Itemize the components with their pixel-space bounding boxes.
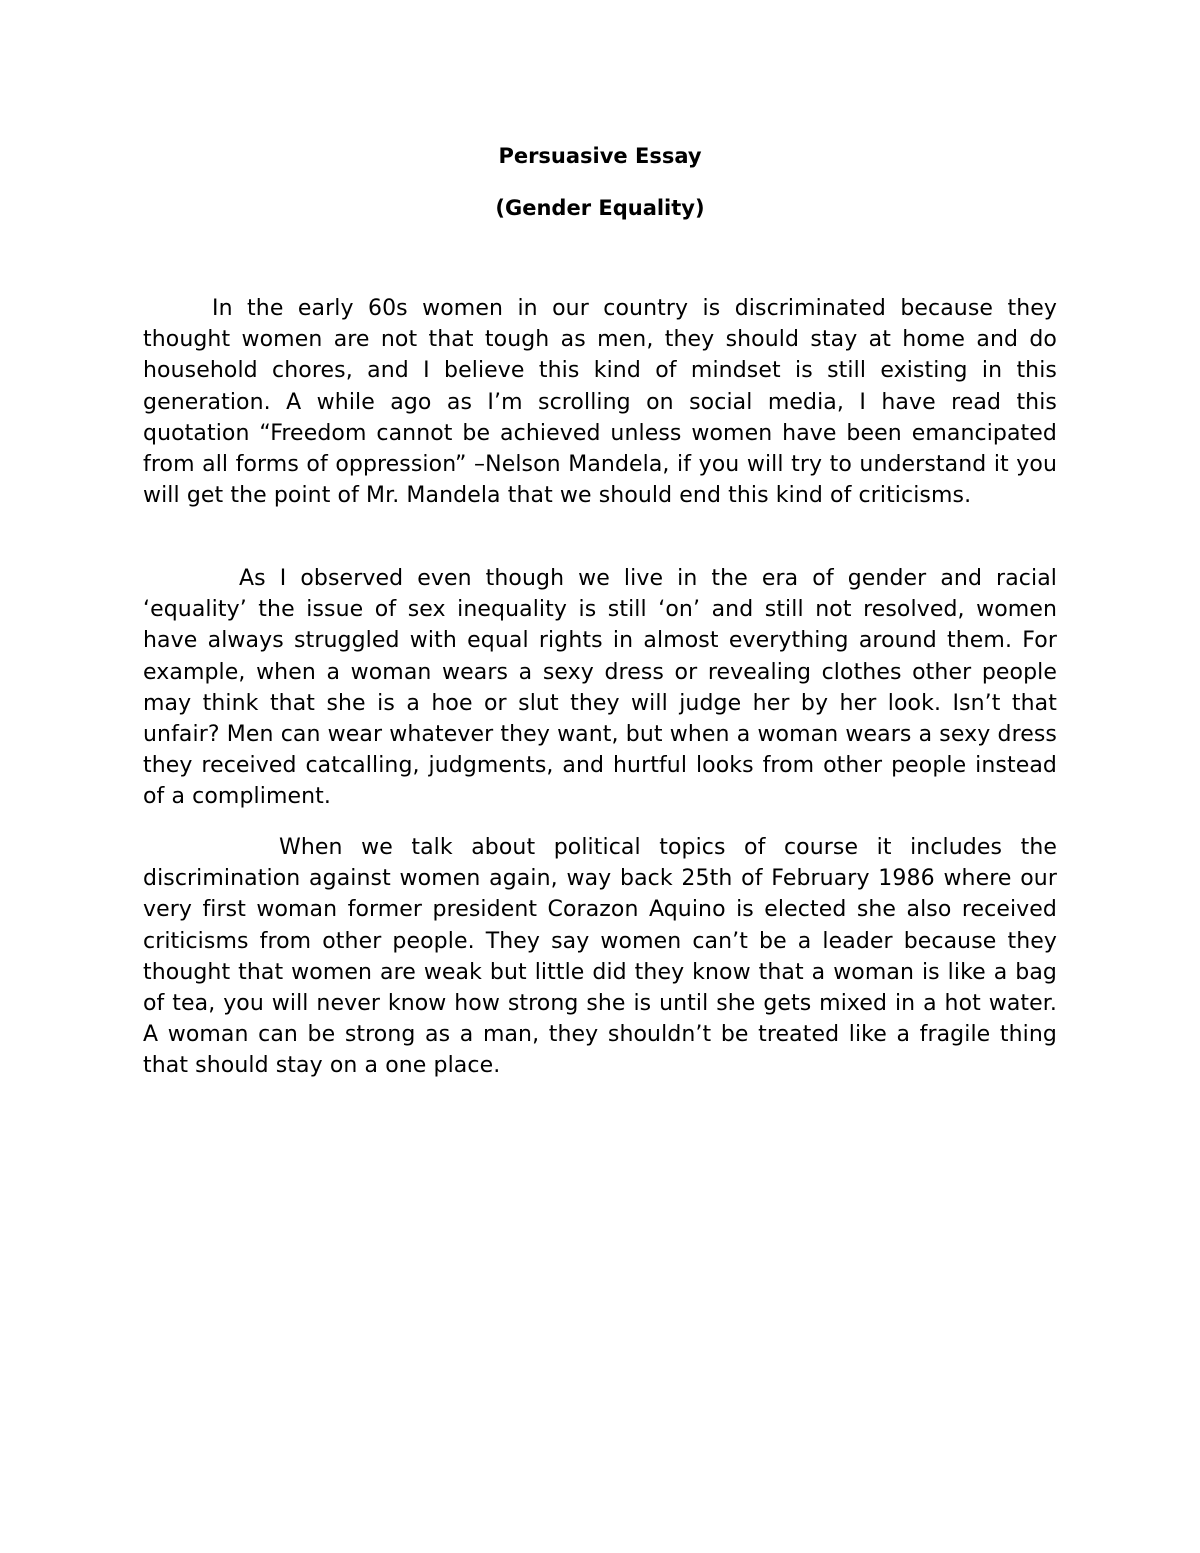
essay-paragraph-3: When we talk about political topics of course it includes the discrimination against women again, way back 25th of February 1986 where our very first woman former president Corazon Aquino is elected she also received criticisms from other people. They say women can’t be a leader because they thought that women are weak but little did they know that a woman is like a bag of tea, you will never know how strong she is until she gets mixed in a hot water. A woman can be strong as a man, they shouldn’t be treated like a fragile thing that should stay on a one place.: [143, 835, 1057, 1079]
essay-paragraph-1: In the early 60s women in our country is discriminated because they thought women are not that tough as men, they should stay at home and do household chores, and I believe this kind of mindset is still existing in this generation. A while ago as I’m scrolling on social media, I have read this quotation “Freedom cannot be achieved unless women have been emancipated from all forms of oppression” –Nelson Mandela, if you will try to understand it you will get the point of Mr. Mandela that we should end this kind of criticisms.: [143, 296, 1057, 509]
page-title: Persuasive Essay: [498, 144, 702, 168]
essay-paragraph-2: As I observed even though we live in the era of gender and racial ‘equality’ the issue of sex inequality is still ‘on’ and still not resolved, women have always struggled with equal rights in almost everything around them. For example, when a woman wears a sexy dress or revealing clothes other people may think that she is a hoe or slut they will judge her by her look. Isn’t that unfair? Men can wear whatever they want, but when a woman wears a sexy dress they received catcalling, judgments, and hurtful looks from other people instead of a compliment.: [143, 566, 1057, 810]
page-subtitle: (Gender Equality): [495, 196, 705, 220]
